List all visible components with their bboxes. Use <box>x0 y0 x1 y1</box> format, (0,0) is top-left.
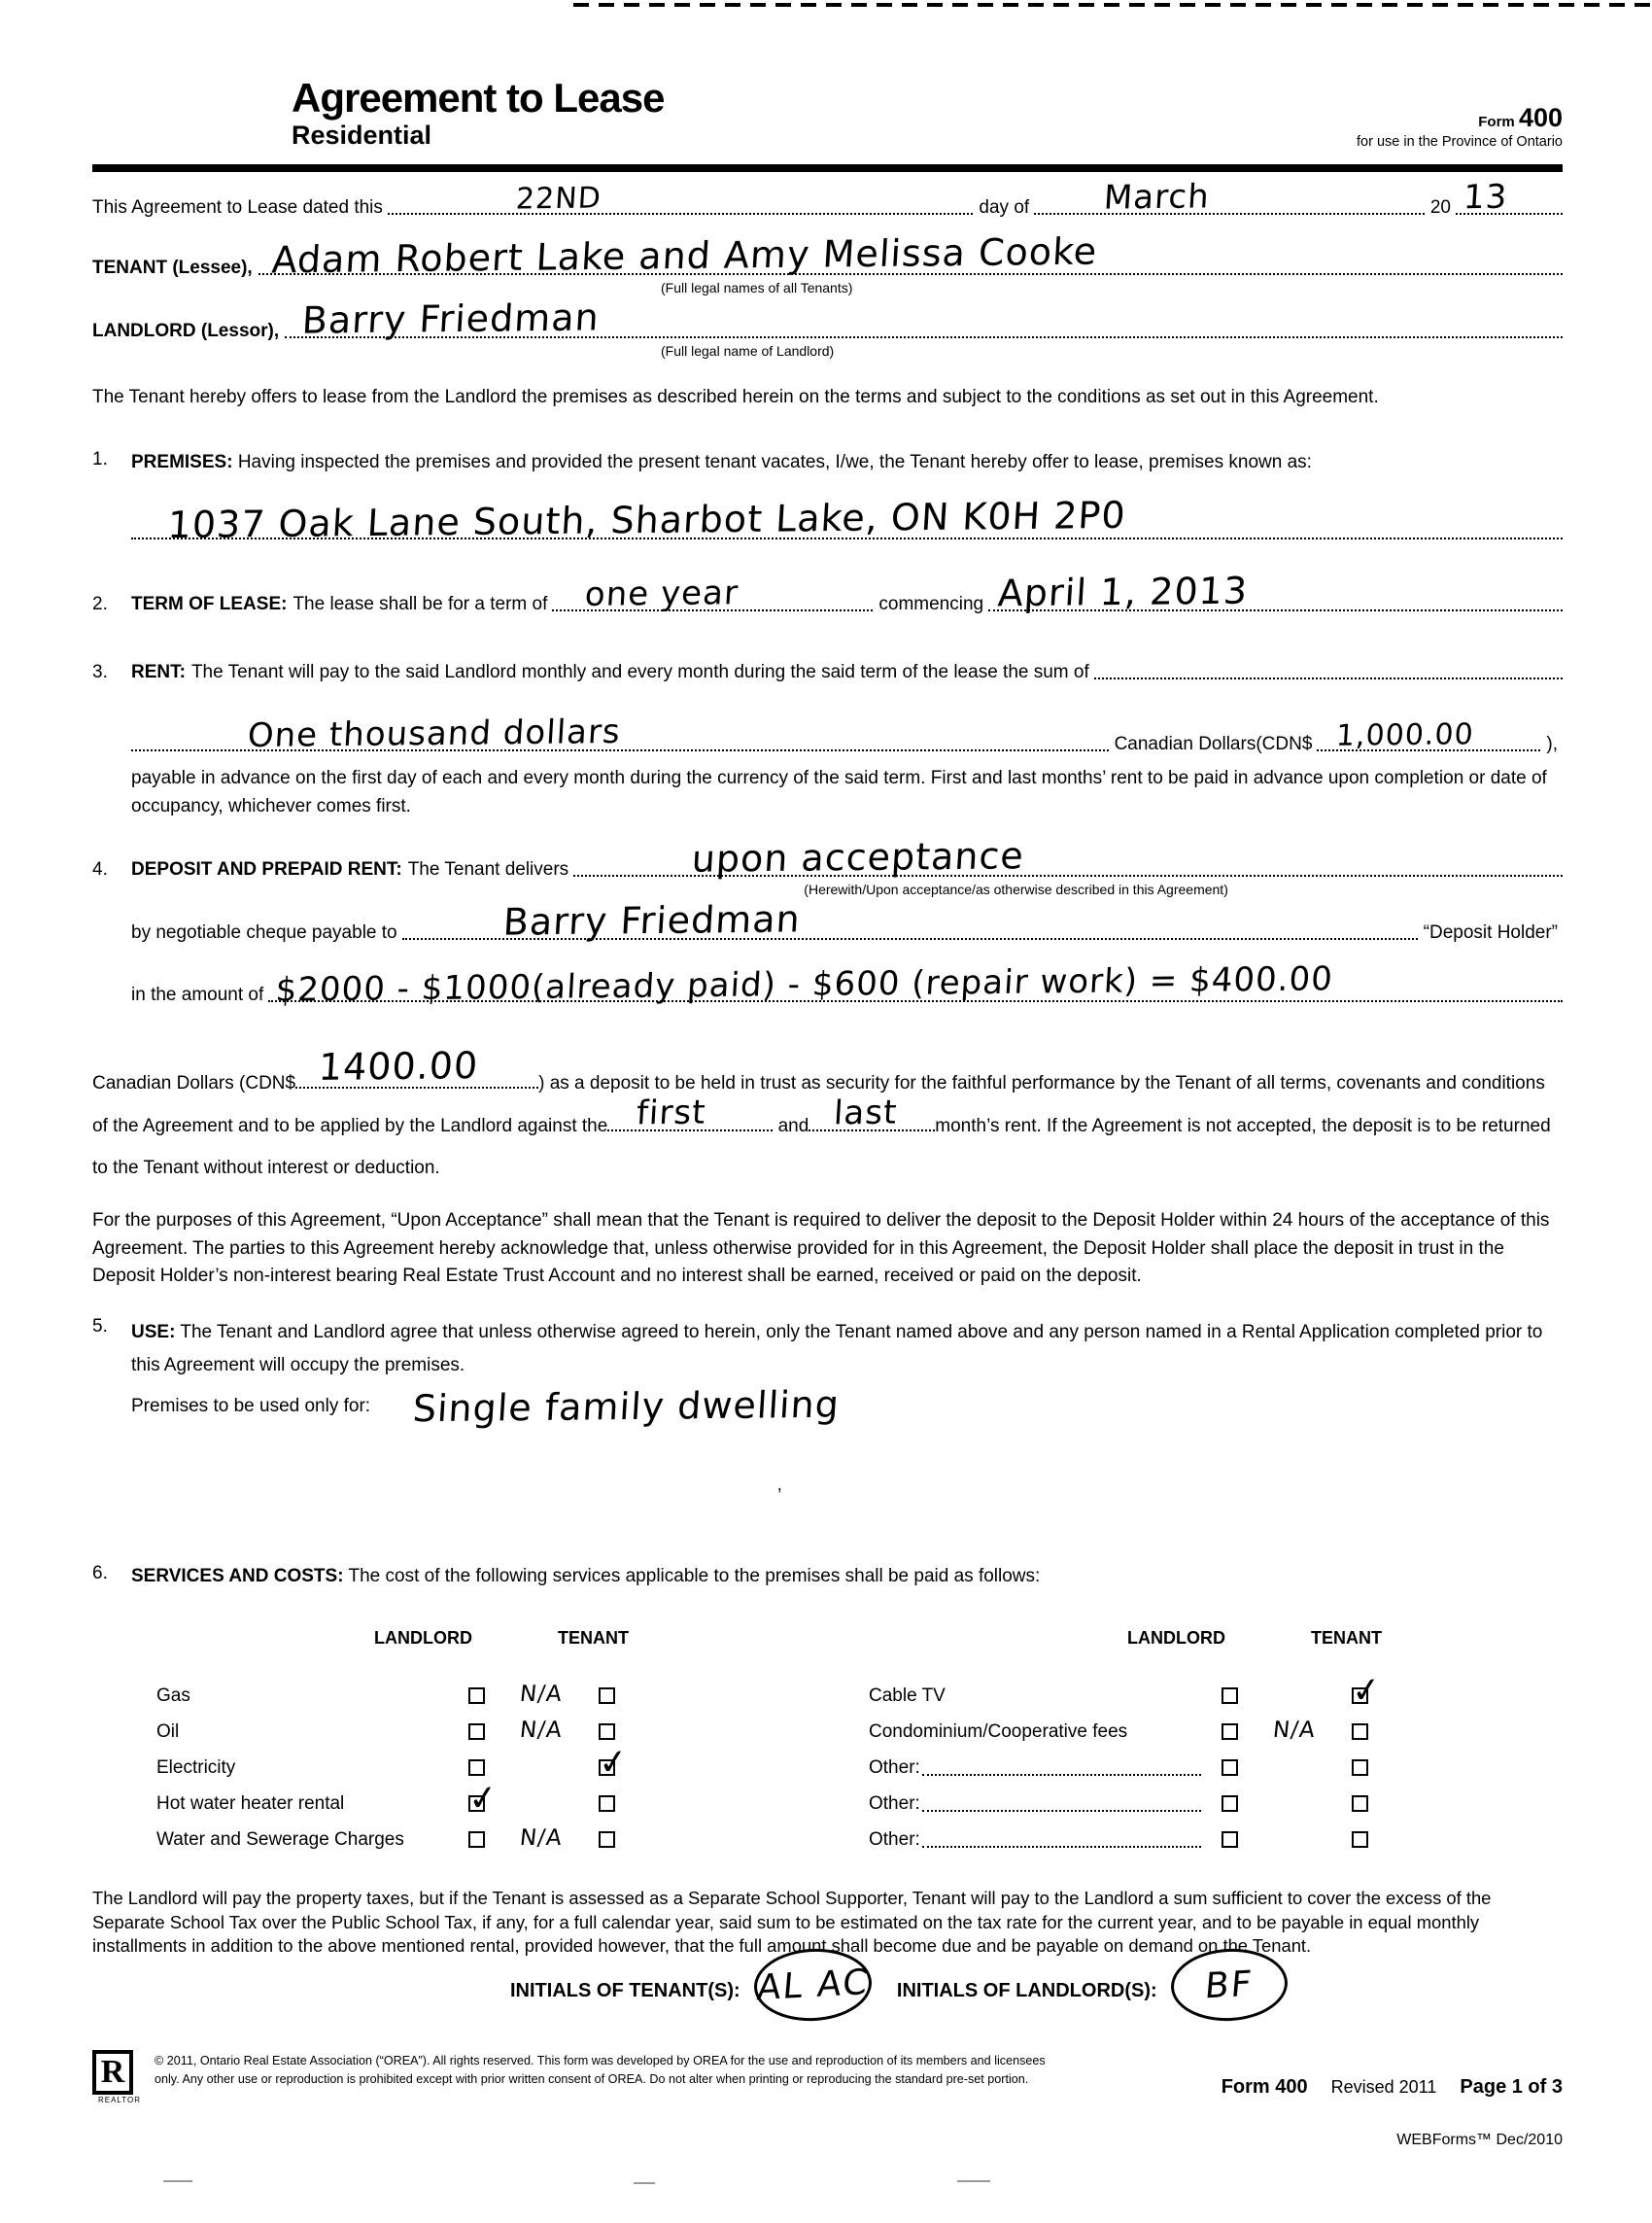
section-services-number: 6. <box>92 1562 108 1583</box>
copyright-text <box>147 2050 1222 2104</box>
term-label: TERM OF LEASE: <box>131 594 288 614</box>
tenant-column-header: TENANT <box>1311 1627 1382 1648</box>
realtor-logo <box>92 2050 147 2104</box>
tenant-name-field <box>258 229 1563 282</box>
checkbox-electricity-landlord <box>468 1759 485 1776</box>
deposit-cdn-label: Canadian Dollars (CDN$ <box>92 1073 296 1094</box>
rent-cdn-label: Canadian Dollars(CDN$ <box>1114 734 1313 754</box>
tenant-label: TENANT (Lessee), <box>92 258 253 278</box>
section-premises-number: 1. <box>92 448 108 469</box>
scan-artifact-mark: ’ <box>777 1485 782 1507</box>
services-text <box>131 1563 1563 1591</box>
deposit-last-field <box>809 1093 935 1133</box>
checkbox-other2-tenant <box>1352 1795 1368 1812</box>
copyright-line-1: © 2011, Ontario Real Estate Association (“OREA”). All rights reserved. This form was developed by OREA for the use and reproduction of its members and licensees <box>155 2053 1046 2067</box>
rent-text: The Tenant will pay to the said Landlord monthly and every month during the said term of the lease the sum of <box>190 662 1089 682</box>
rent-trailing-dots <box>1094 675 1563 679</box>
initials-landlord-label: INITIALS OF LANDLORD(S): <box>896 1980 1157 2002</box>
handwritten-rent-amount: 1,000.00 <box>1335 717 1476 753</box>
footer <box>92 2050 1563 2104</box>
form-number <box>1357 103 1563 133</box>
handwritten-premises-address: 1037 Oak Lane South, Sharbot Lake, ON K0H 2P0 <box>166 493 1127 547</box>
section-rent-number: 3. <box>92 662 108 682</box>
checkbox-cable-tenant <box>1352 1687 1368 1704</box>
handwritten-tenant-names: Adam Robert Lake and Amy Melissa Cooke <box>270 229 1099 282</box>
checkbox-gas-landlord <box>468 1687 485 1704</box>
handwritten-day: 22ND <box>515 181 603 217</box>
scan-artifact-dash <box>957 2180 990 2182</box>
service-row-gas <box>92 1678 629 1714</box>
realtor-logo-letter: R <box>100 2053 125 2090</box>
deposit-trust-text: ) as a deposit to be held in trust as security for the faithful performance by the Tenant of all terms, covenants and conditions of the Agreement and to be applied by the Landlord against the <box>92 1073 1545 1136</box>
checkbox-gas-tenant <box>599 1687 615 1704</box>
deposit-holder-label: “Deposit Holder” <box>1423 922 1558 943</box>
checkbox-other1-tenant <box>1352 1759 1368 1776</box>
rent-label: RENT: <box>131 662 186 682</box>
webforms-note: WEBForms™ Dec/2010 <box>1396 2131 1563 2148</box>
landlord-column-header: LANDLORD <box>374 1627 472 1648</box>
rent-cdn-field <box>1317 717 1540 753</box>
checkbox-other1-landlord <box>1222 1759 1238 1776</box>
footer-revised: Revised 2011 <box>1330 2076 1437 2097</box>
section-use-number: 5. <box>92 1315 108 1337</box>
checkbox-water-sewerage-tenant <box>599 1831 615 1848</box>
checkbox-other3-landlord <box>1222 1831 1238 1848</box>
landlord-column-header: LANDLORD <box>1127 1627 1225 1648</box>
service-row-electricity <box>92 1750 629 1786</box>
header-divider <box>92 164 1563 172</box>
deposit-amount-line <box>131 959 1563 1010</box>
deposit-cdn-field <box>295 1044 538 1089</box>
handwritten-payable-to: Barry Friedman <box>501 897 803 944</box>
form-header <box>92 75 1563 151</box>
offer-paragraph: The Tenant hereby offers to lease from the Landlord the premises as described herein on the terms and subject to the conditions as set out in this Agreement. <box>92 387 1379 407</box>
premises-address-line <box>131 493 1563 547</box>
deposit-cdn-paragraph <box>92 1044 1563 1190</box>
deposit-months-text: month’s rent. If the Agreement is not accepted, the deposit is to be returned to the Tenant without interest or deduction. <box>92 1115 1551 1179</box>
premises-address-field <box>131 493 1563 547</box>
term-text: The lease shall be for a term of <box>293 594 548 614</box>
deposit-delivers-line <box>131 834 1563 881</box>
section-use <box>92 1316 1563 1446</box>
services-body: The cost of the following services applicable to the premises shall be paid as follows: <box>348 1565 1041 1586</box>
service-row-water-sewerage <box>92 1822 629 1858</box>
service-row-other-3 <box>869 1822 1382 1858</box>
dated-day-field <box>388 181 974 217</box>
handwritten-tenant-initials: AL AC <box>754 1962 871 2008</box>
checkbox-water-sewerage-landlord <box>468 1831 485 1848</box>
service-name: Other: <box>869 1828 920 1850</box>
form-subtitle: Residential <box>292 121 432 150</box>
footer-form-number: Form 400 <box>1221 2075 1308 2098</box>
deposit-delivers-label: The Tenant delivers <box>407 859 569 880</box>
deposit-payable-label: by negotiable cheque payable to <box>131 922 397 943</box>
form-number-word: Form <box>1478 114 1515 130</box>
deposit-first-field <box>607 1093 773 1133</box>
use-premises-label: Premises to be used only for: <box>131 1395 371 1416</box>
deposit-amount-field <box>268 959 1563 1010</box>
checkbox-hot-water-tenant <box>599 1795 615 1812</box>
tenant-caption: (Full legal names of all Tenants) <box>661 280 853 295</box>
day-of-label: day of <box>979 197 1030 218</box>
service-name: Oil <box>156 1720 180 1742</box>
initials-row <box>510 1962 1563 2021</box>
service-name: Hot water heater rental <box>156 1792 345 1814</box>
service-name: Condominium/Cooperative fees <box>869 1720 1128 1742</box>
handwritten-month: March <box>1103 177 1212 218</box>
handwritten-use-premises: Single family dwelling <box>411 1382 842 1431</box>
tax-paragraph: The Landlord will pay the property taxes, but if the Tenant is assessed as a Separate School Supporter, Tenant will pay to the Landlord a sum sufficient to cover the excess of the Separate School Tax over the Public School Tax, if any, for a full calendar year, said sum to be estimated on the tax rate for the current year, and to be payable in equal monthly installments in addition to the above mentioned rental, provided however, that the full amount shall become due and be payable on demand on the Tenant. <box>92 1888 1492 1957</box>
rent-paragraph: payable in advance on the first day of each and every month during the currency of the said term. First and last months’ rent to be paid in advance upon completion or date of occupancy, whichever comes first. <box>131 768 1547 816</box>
section-premises <box>92 448 1563 547</box>
services-label: SERVICES AND COSTS: <box>131 1565 344 1586</box>
section-deposit-number: 4. <box>92 859 108 880</box>
landlord-name-field <box>285 295 1563 342</box>
dated-prefix: This Agreement to Lease dated this <box>92 197 383 218</box>
service-row-other-2 <box>869 1786 1382 1822</box>
service-row-condo-fees <box>869 1714 1382 1750</box>
checkbox-electricity-tenant <box>599 1759 615 1776</box>
section-services <box>92 1563 1563 1591</box>
term-field <box>552 573 873 614</box>
handwritten-landlord-initials: BF <box>1203 1962 1256 2006</box>
checkbox-hot-water-landlord <box>468 1795 485 1812</box>
handwritten-commencing-date: April 1, 2013 <box>996 569 1250 615</box>
deposit-delivers-field <box>573 834 1563 881</box>
service-name: Cable TV <box>869 1685 946 1706</box>
handwritten-delivers: upon acceptance <box>690 834 1026 881</box>
deposit-payable-field <box>402 897 1418 944</box>
rent-words-field <box>131 712 1109 756</box>
services-table <box>92 1623 1563 1858</box>
year-prefix: 20 <box>1429 197 1451 218</box>
use-body: The Tenant and Landlord agree that unless otherwise agreed to herein, only the Tenant named above and any person named in a Rental Application completed prior to this Agreement will occupy the premises. <box>131 1321 1543 1375</box>
form-title: Agreement to Lease <box>292 75 665 121</box>
service-name: Water and Sewerage Charges <box>156 1828 404 1850</box>
tenant-line <box>92 229 1563 282</box>
service-name: Other: <box>869 1756 920 1778</box>
landlord-caption: (Full legal name of Landlord) <box>661 343 835 359</box>
landlord-line <box>92 295 1563 342</box>
handwritten-note-gas: N/A <box>518 1681 565 1707</box>
checkbox-other2-landlord <box>1222 1795 1238 1812</box>
handwritten-note-condo: N/A <box>1271 1717 1318 1743</box>
rent-paren-close: ), <box>1546 734 1558 754</box>
form-number-value: 400 <box>1518 103 1563 132</box>
checkbox-condo-tenant <box>1352 1723 1368 1740</box>
service-row-other-1 <box>869 1750 1382 1786</box>
service-row-oil <box>92 1714 629 1750</box>
scan-artifact-dash <box>634 2182 655 2184</box>
premises-body: Having inspected the premises and provided the present tenant vacates, I/we, the Tenant hereby offer to lease, premises known as: <box>237 451 1312 472</box>
services-left-column <box>92 1623 629 1858</box>
premises-label: PREMISES: <box>131 451 233 472</box>
realtor-logo-caption: REALTOR <box>97 2095 142 2104</box>
handwritten-deposit-cdn-amount: 1400.00 <box>317 1044 480 1089</box>
month-field <box>1034 177 1425 218</box>
other-dotted-leader <box>922 1807 1201 1812</box>
use-label: USE: <box>131 1321 176 1342</box>
initials-tenant-label: INITIALS OF TENANT(S): <box>510 1980 740 2002</box>
landlord-label: LANDLORD (Lessor), <box>92 321 280 341</box>
handwritten-note-water-sewerage: N/A <box>518 1824 565 1851</box>
checkbox-other3-tenant <box>1352 1831 1368 1848</box>
form-province-note: for use in the Province of Ontario <box>1357 134 1563 150</box>
handwritten-first: first <box>636 1093 707 1133</box>
rent-amount-line <box>131 712 1563 756</box>
checkbox-oil-landlord <box>468 1723 485 1740</box>
deposit-delivers-caption: (Herewith/Upon acceptance/as otherwise described in this Agreement) <box>804 882 1228 897</box>
scan-artifact-top-line <box>573 3 1652 7</box>
premises-text <box>131 449 1563 477</box>
services-right-headers <box>869 1623 1382 1652</box>
section-term-number: 2. <box>92 594 108 614</box>
use-text <box>131 1316 1563 1382</box>
section-deposit <box>92 834 1563 1010</box>
handwritten-last: last <box>833 1093 899 1133</box>
checkbox-condo-landlord <box>1222 1723 1238 1740</box>
footer-page-number: Page 1 of 3 <box>1460 2075 1563 2098</box>
year-field <box>1456 177 1563 218</box>
scan-artifact-dash <box>163 2180 192 2182</box>
deposit-payable-line <box>131 897 1563 944</box>
services-left-headers <box>92 1623 629 1652</box>
term-line <box>131 569 1563 615</box>
use-premises-line <box>131 1382 1563 1446</box>
handwritten-term: one year <box>584 573 740 614</box>
rent-intro-line <box>131 662 1563 683</box>
commencing-label: commencing <box>878 594 984 614</box>
services-right-column <box>869 1623 1382 1858</box>
section-rent <box>92 662 1563 820</box>
deposit-label: DEPOSIT AND PREPAID RENT: <box>131 859 402 880</box>
service-row-hot-water <box>92 1786 629 1822</box>
dated-line <box>92 177 1563 219</box>
service-row-cable-tv <box>869 1678 1382 1714</box>
tenant-column-header: TENANT <box>558 1627 629 1648</box>
copyright-line-2: only. Any other use or reproduction is prohibited except with prior written consent of OREA. Do not alter when printing or reproducing the standard pre-set portion. <box>155 2072 1029 2087</box>
other-dotted-leader <box>922 1771 1201 1776</box>
handwritten-year: 13 <box>1462 177 1509 218</box>
service-name: Other: <box>869 1792 920 1814</box>
section-term <box>92 569 1563 615</box>
deposit-purpose-paragraph: For the purposes of this Agreement, “Upon Acceptance” shall mean that the Tenant is required to deliver the deposit to the Deposit Holder within 24 hours of the acceptance of this Agreement. The parties to this Agreement hereby acknowledge that, unless otherwise provided for in this Agreement, the Deposit Holder shall place the deposit in trust in the Deposit Holder’s non-interest bearing Real Estate Trust Account and no interest shall be earned, received or paid on the deposit. <box>92 1210 1550 1287</box>
deposit-and-label: and <box>777 1115 809 1136</box>
handwritten-note-oil: N/A <box>518 1717 565 1743</box>
handwritten-landlord-name: Barry Friedman <box>300 295 602 342</box>
checkbox-oil-tenant <box>599 1723 615 1740</box>
deposit-amount-label: in the amount of <box>131 985 264 1005</box>
handwritten-rent-words: One thousand dollars <box>246 712 622 756</box>
other-dotted-leader <box>922 1843 1201 1848</box>
commencing-field <box>988 569 1563 615</box>
service-name: Electricity <box>156 1756 236 1778</box>
footer-form-reference <box>1222 2076 1563 2104</box>
handwritten-deposit-amount: $2000 - $1000(already paid) - $600 (repair work) = $400.00 <box>274 959 1335 1010</box>
checkbox-cable-landlord <box>1222 1687 1238 1704</box>
service-name: Gas <box>156 1685 190 1706</box>
